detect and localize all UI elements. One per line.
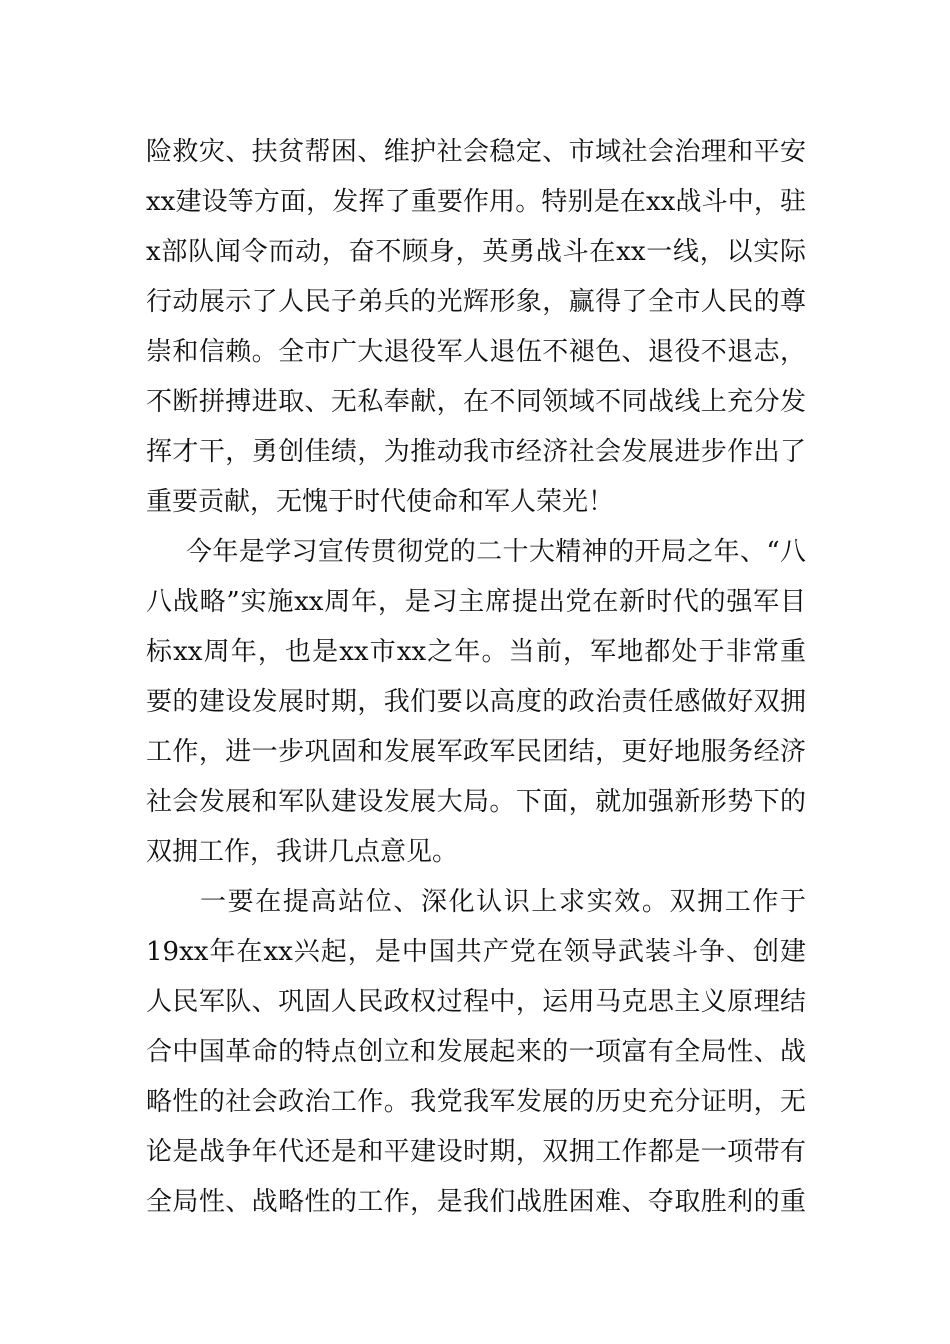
text-line: 不断拼搏进取、无私奉献，在不同领域不同战线上充分发 xyxy=(146,387,806,417)
text-line: 论是战争年代还是和平建设时期，双拥工作都是一项带有 xyxy=(146,1137,806,1167)
text-line: 行动展示了人民子弟兵的光辉形象，赢得了全市人民的尊 xyxy=(146,287,806,317)
text-line: 社会发展和军队建设发展大局。下面，就加强新形势下的 xyxy=(146,787,806,817)
text-line: 全局性、战略性的工作，是我们战胜困难、夺取胜利的重 xyxy=(146,1187,806,1217)
text-line: 崇和信赖。全市广大退役军人退伍不褪色、退役不退志， xyxy=(146,337,806,367)
text-line: 一要在提高站位、深化认识上求实效。双拥工作于 xyxy=(200,887,806,917)
text-line: 今年是学习宣传贯彻党的二十大精神的开局之年、“八 xyxy=(186,537,806,567)
text-line: 人民军队、巩固人民政权过程中，运用马克思主义原理结 xyxy=(146,987,806,1017)
text-line: 要的建设发展时期，我们要以高度的政治责任感做好双拥 xyxy=(146,687,806,717)
text-line: 合中国革命的特点创立和发展起来的一项富有全局性、战 xyxy=(146,1037,806,1067)
text-line: xx建设等方面，发挥了重要作用。特别是在xx战斗中，驻 xyxy=(146,187,806,217)
text-line: 双拥工作，我讲几点意见。 xyxy=(146,837,459,867)
text-line: 重要贡献，无愧于时代使命和军人荣光！ xyxy=(146,487,615,517)
text-line: 标xx周年，也是xx市xx之年。当前，军地都处于非常重 xyxy=(146,637,806,667)
text-line: 险救灾、扶贫帮困、维护社会稳定、市域社会治理和平安 xyxy=(146,137,806,167)
text-line: 挥才干，勇创佳绩，为推动我市经济社会发展进步作出了 xyxy=(146,437,806,467)
text-line: 八战略”实施xx周年，是习主席提出党在新时代的强军目 xyxy=(146,587,806,617)
text-line: 略性的社会政治工作。我党我军发展的历史充分证明，无 xyxy=(146,1087,806,1117)
text-line: 19xx年在xx兴起，是中国共产党在领导武装斗争、创建 xyxy=(146,937,806,967)
text-line: x部队闻令而动，奋不顾身，英勇战斗在xx一线，以实际 xyxy=(146,237,806,267)
text-line: 工作，进一步巩固和发展军政军民团结，更好地服务经济 xyxy=(146,737,806,767)
